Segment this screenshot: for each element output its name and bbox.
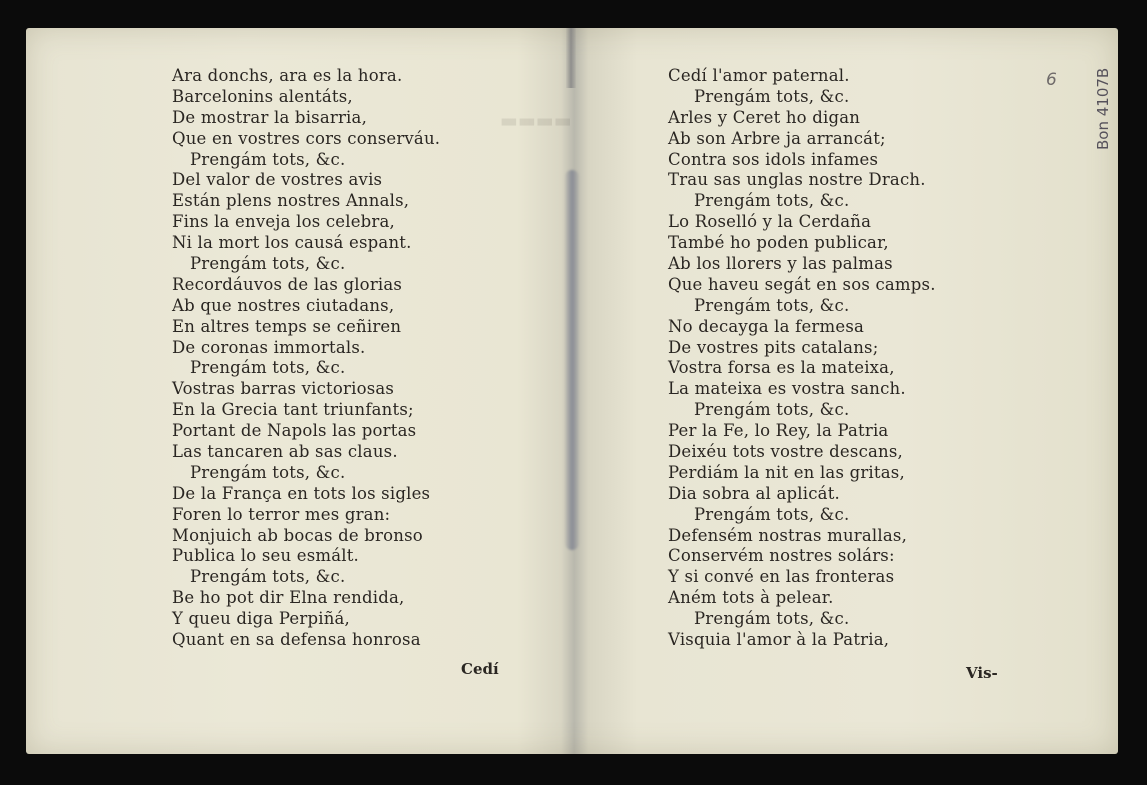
verse-line: Be ho pot dir Elna rendida, xyxy=(172,588,405,608)
verse-line: De mostrar la bisarria, xyxy=(172,107,368,127)
verse-line: Arles y Ceret ho digan xyxy=(668,107,861,127)
verse-line: Y queu diga Perpiñá, xyxy=(172,609,351,629)
refrain-line: Prengám tots, &c. xyxy=(694,400,850,420)
verse-line: Trau sas unglas nostre Drach. xyxy=(668,170,926,190)
verse-line: Defensém nostras murallas, xyxy=(668,525,908,545)
verse-line: També ho poden publicar, xyxy=(668,233,889,253)
verse-line: Que haveu segát en sos camps. xyxy=(668,274,936,294)
verse-line: No decayga la fermesa xyxy=(668,316,865,336)
verse-line: Dia sobra al aplicát. xyxy=(668,483,840,503)
verse-line: Aném tots à pelear. xyxy=(668,588,834,608)
verse-line: Vostra forsa es la mateixa, xyxy=(668,358,895,378)
verse-line: Vostras barras victoriosas xyxy=(172,379,395,399)
refrain-line: Prengám tots, &c. xyxy=(694,504,850,524)
verse-line: Ara donchs, ara es la hora. xyxy=(172,66,403,85)
verse-line: En altres temps se ceñiren xyxy=(172,316,402,336)
verse-line: Están plens nostres Annals, xyxy=(172,191,410,211)
verse-line: Cedí l'amor paternal. xyxy=(668,66,850,85)
left-page-text xyxy=(164,66,440,651)
verse-line: De coronas immortals. xyxy=(172,337,366,357)
verse-line: Perdiám la nit en las gritas, xyxy=(668,462,905,482)
verse-line: Lo Roselló y la Cerdaña xyxy=(668,212,872,232)
folio-number: 6 xyxy=(1046,70,1057,90)
verse-line: Que en vostres cors conserváu. xyxy=(172,128,441,148)
right-page-text xyxy=(668,66,936,651)
verse-line: Ab que nostres ciutadans, xyxy=(172,295,395,315)
verse-line: Barcelonins alentáts, xyxy=(172,86,353,106)
refrain-line: Prengám tots, &c. xyxy=(694,609,850,629)
verse-line: Las tancaren ab sas claus. xyxy=(172,442,398,462)
refrain-line: Prengám tots, &c. xyxy=(190,254,346,274)
refrain-line: Prengám tots, &c. xyxy=(694,86,850,106)
verse-line: Y si convé en las fronteras xyxy=(668,567,895,587)
verse-line: Fins la enveja los celebra, xyxy=(172,212,396,232)
verse-line: Foren lo terror mes gran: xyxy=(172,504,391,524)
refrain-line: Prengám tots, &c. xyxy=(190,149,346,169)
right-catchword: Vis- xyxy=(966,664,998,682)
verse-line: Ab los llorers y las palmas xyxy=(668,254,893,274)
show-through: ▬▬▬▬ xyxy=(500,110,572,132)
refrain-line: Prengám tots, &c. xyxy=(190,567,346,587)
refrain-line: Prengám tots, &c. xyxy=(190,358,346,378)
verse-line: De vostres pits catalans; xyxy=(668,337,879,357)
verse-line: Del valor de vostres avis xyxy=(172,170,383,190)
verse-line: Recordáuvos de las glorias xyxy=(172,274,403,294)
verse-line: Publica lo seu esmált. xyxy=(172,546,359,566)
gutter-fold-top xyxy=(566,28,576,88)
verse-line: Monjuich ab bocas de bronso xyxy=(172,525,423,545)
left-catchword: Cedí xyxy=(461,660,499,678)
refrain-line: Prengám tots, &c. xyxy=(694,191,850,211)
refrain-line: Prengám tots, &c. xyxy=(190,462,346,482)
verse-line: Per la Fe, lo Rey, la Patria xyxy=(668,421,889,441)
verse-line: Ab son Arbre ja arrancát; xyxy=(668,128,886,148)
verse-line: Contra sos idols infames xyxy=(668,149,879,169)
verse-line: Visquia l'amor à la Patria, xyxy=(668,630,890,650)
verse-line: Ni la mort los causá espant. xyxy=(172,233,412,253)
shelfmark xyxy=(1094,130,1147,150)
verse-line: Deixéu tots vostre descans, xyxy=(668,442,903,462)
gutter-fold xyxy=(565,170,579,550)
refrain-line: Prengám tots, &c. xyxy=(694,295,850,315)
verse-line: En la Grecia tant triunfants; xyxy=(172,400,414,420)
verse-line: Portant de Napols las portas xyxy=(172,421,417,441)
verse-line: La mateixa es vostra sanch. xyxy=(668,379,906,399)
verse-line: Conservém nostres solárs: xyxy=(668,546,895,566)
verse-line: Quant en sa defensa honrosa xyxy=(172,630,421,650)
verse-line: De la França en tots los sigles xyxy=(172,483,431,503)
